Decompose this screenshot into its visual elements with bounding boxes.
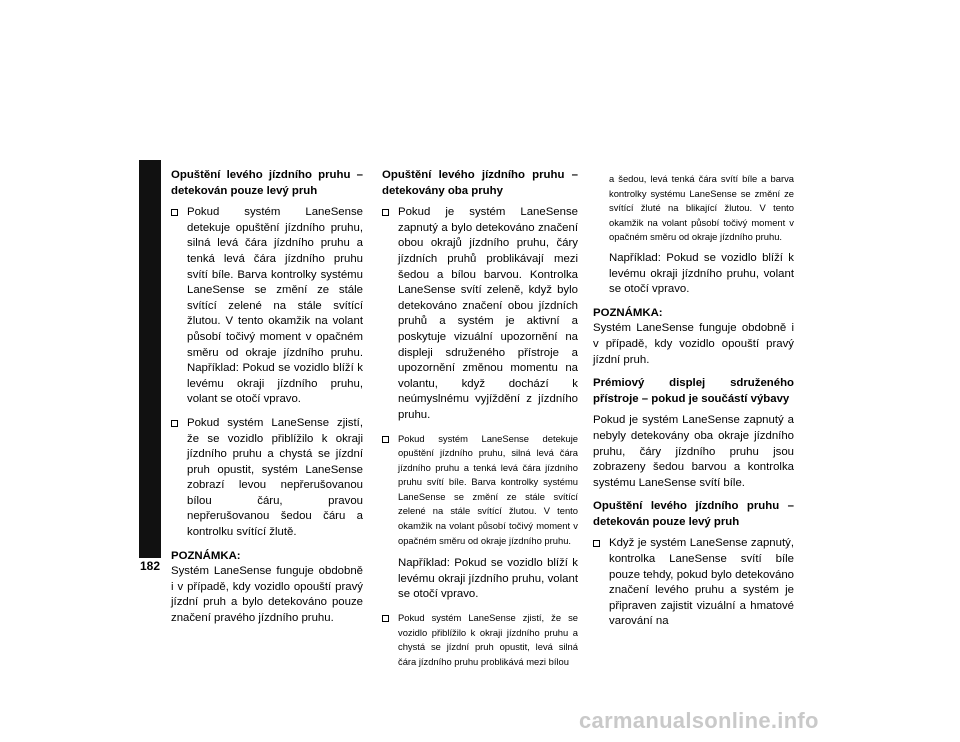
example-text: Například: Pokud se vozidlo blíží k levému okraji jízdního pruhu, volant se otočí vpravo. <box>609 251 794 296</box>
bullet-text: Pokud systém LaneSense zjistí, že se vozidlo přiblížilo k okraji jízdního pruhu a chystá se jízdní pruh opustit, systém LaneSense zobrazí levou nepřerušovanou bílou čáru, pravou nepřerušovanou šedou čáru a kontrolku svítící žlutě. <box>187 416 363 539</box>
section-title: STARTOVÁNÍ A PROVOZ <box>278 407 299 631</box>
bullet-text: Pokud systém LaneSense detekuje opuštění jízdního pruhu, silná levá čára jízdního pruhu a tenká levá čára jízdního pruhu svítí bíle. Barva kontrolky systému LaneSense se změní ze stále svítící zelené na stále svítící žlutou. V tento okamžik na volant působí točivý moment v opačném směru od okraje jízdního pruhu. Například: Pokud se vozidlo blíží k levému okraji jízdního pruhu, volant se otočí vpravo. <box>187 206 363 406</box>
bullet-item <box>382 205 578 423</box>
bullet-text: Když je systém LaneSense zapnutý, kontrolka LaneSense svítí bíle pouze tehdy, pokud bylo detekováno značení levého pruhu a systém je připraven zajistit vizuální a hmatové varování na <box>609 537 794 628</box>
column-1 <box>171 168 363 627</box>
section-heading: Opuštění levého jízdního pruhu – detekován pouze levý pruh <box>593 500 794 528</box>
square-bullet-icon <box>171 209 178 216</box>
bullet-item <box>171 205 363 408</box>
note-text: Systém LaneSense funguje obdobně i v případě, kdy vozidlo opouští pravý jízdní pruh. <box>593 322 794 366</box>
example-text: Například: Pokud se vozidlo blíží k levému okraji jízdního pruhu, volant se otočí vpravo. <box>398 557 578 601</box>
watermark: carmanualsonline.info <box>579 708 819 733</box>
note-text: Systém LaneSense funguje obdobně i v případě, kdy vozidlo opouští pravý jízdní pruh a bylo detekováno pouze značení pravého jízdního pruhu. <box>171 565 363 625</box>
square-bullet-icon <box>171 420 178 427</box>
bullet-text: Pokud systém LaneSense zjistí, že se vozidlo přiblížilo k okraji jízdního pruhu a chystá se jízdní pruh opustit, levá silná čára jízdního pruhu problikává mezi bílou <box>398 612 578 667</box>
column-2 <box>382 168 578 677</box>
bullet-text: Pokud je systém LaneSense zapnutý a bylo detekováno značení obou okrajů jízdního pruhu, čáry jízdních pruhů problikávají mezi šedou a bílou barvou. Kontrolka LaneSense svítí zeleně, když bylo detekováno značení obou jízdních pruhů a systém je aktivní a poskytuje vizuální upozornění na displeji sdruženého přístroje a upozornění změnou momentu na volantu, když dochází k neúmyslnému vyjíždění z jízdního pruhu. <box>398 206 578 421</box>
note-label: POZNÁMKA: <box>593 306 663 319</box>
page-number: 182 <box>140 559 161 573</box>
bullet-item <box>382 432 578 549</box>
bullet-item <box>382 611 578 669</box>
square-bullet-icon <box>382 615 389 622</box>
paragraph: Pokud je systém LaneSense zapnutý a nebyly detekovány oba okraje jízdního pruhu, čáry jízdního pruhu jsou zobrazeny šedou barvou a kontrolka systému LaneSense svítí bíle. <box>593 414 794 489</box>
square-bullet-icon <box>382 209 389 216</box>
section-heading: Opuštění levého jízdního pruhu – detekovány oba pruhy <box>382 169 578 197</box>
square-bullet-icon <box>593 540 600 547</box>
bullet-item <box>171 416 363 541</box>
section-heading: Prémiový displej sdruženého přístroje – pokud je součástí výbavy <box>593 377 794 405</box>
bullet-text: Pokud systém LaneSense detekuje opuštění jízdního pruhu, silná levá čára jízdního pruhu a tenká levá čára jízdního pruhu svítí bíle. Barva kontrolky systému LaneSense se změní ze stále svítící zelené na stále svítící žlutou. V tento okamžik na volant působí točivý moment v opačném směru od okraje jízdního pruhu. <box>398 432 578 546</box>
note-label: POZNÁMKA: <box>171 549 241 562</box>
bullet-item <box>593 536 794 630</box>
square-bullet-icon <box>382 436 389 443</box>
column-3 <box>593 172 794 638</box>
section-heading: Opuštění levého jízdního pruhu – detekován pouze levý pruh <box>171 169 363 197</box>
continued-bullet-text: a šedou, levá tenká čára svítí bíle a barva kontrolky systému LaneSense se změní ze svítící žluté na blikající žlutou. V tento okamžik na volant působí točivý moment v opačném směru od okraje jízdního pruhu. <box>609 173 794 243</box>
